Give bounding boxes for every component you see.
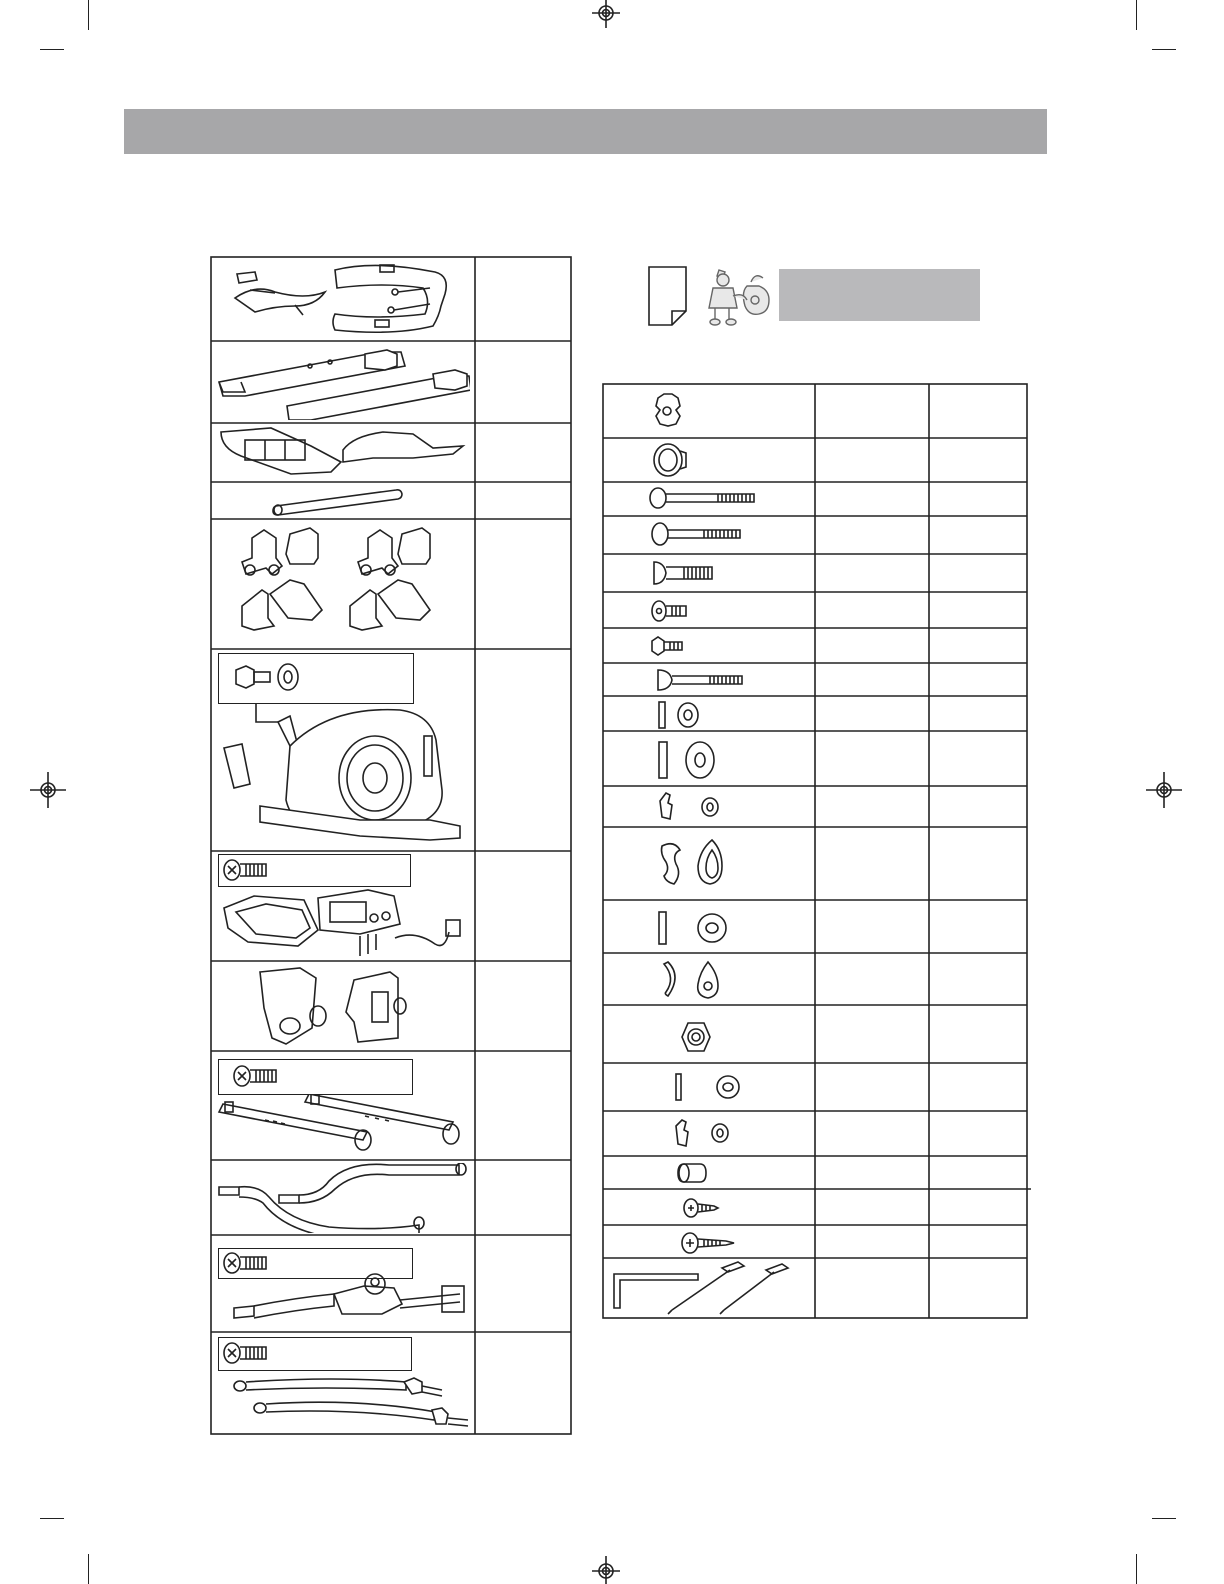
main-frame-flywheel-drawing <box>220 700 470 848</box>
flat-washer-large-icon <box>656 738 726 782</box>
crop-mark <box>88 1554 89 1584</box>
section-header-bar <box>124 109 1047 154</box>
allen-bolt-icon <box>222 858 272 882</box>
pedal-bracket-covers-drawing <box>230 522 450 646</box>
axle-tube-drawing <box>270 486 405 516</box>
allen-bolt-icon <box>222 1341 272 1365</box>
nylon-nut-icon <box>680 1020 712 1054</box>
end-cap-icon <box>650 441 690 479</box>
hardware-bags-mascot-icon <box>705 266 773 326</box>
registration-mark-icon <box>588 1556 624 1584</box>
hex-bolt-icon <box>650 633 686 659</box>
flat-washer-small-icon <box>656 700 702 730</box>
registration-mark-icon <box>1146 772 1182 808</box>
allen-bolt-icon <box>232 1064 282 1088</box>
post-cover-drawing <box>250 964 420 1048</box>
curved-washer-icon <box>652 836 730 890</box>
console-and-adapter-drawing <box>220 888 470 958</box>
crank-arm-assembly-drawing <box>220 1272 470 1330</box>
crop-mark <box>40 49 64 50</box>
crop-mark <box>1152 49 1176 50</box>
stabilizer-bars-drawing <box>215 1094 465 1156</box>
crop-mark <box>88 0 89 30</box>
document-page-icon <box>648 266 688 326</box>
carriage-bolt-icon <box>650 558 716 588</box>
crop-mark <box>1136 1554 1137 1584</box>
short-allen-bolt-icon <box>650 598 690 624</box>
medium-bolt-icon <box>650 521 744 547</box>
hex-bolt-and-washer-icon <box>232 660 312 694</box>
short-screw-icon <box>682 1196 722 1220</box>
flat-washer-thin-icon <box>670 1072 746 1102</box>
spring-washer-icon <box>656 791 726 823</box>
lower-connecting-arms-drawing <box>228 1374 473 1432</box>
handlebar-set-drawing <box>215 260 470 338</box>
long-bolt-icon <box>648 486 758 510</box>
registration-mark-icon <box>30 772 66 808</box>
flat-washer-medium-icon <box>656 908 732 948</box>
knob-icon <box>650 392 684 428</box>
crop-mark <box>40 1518 64 1519</box>
legend-label-box <box>779 269 980 321</box>
crop-mark <box>1152 1518 1176 1519</box>
tools-allen-keys-icon <box>608 1260 810 1316</box>
bushing-icon <box>676 1160 708 1186</box>
stabilizer-feet-drawing <box>215 344 470 420</box>
crop-mark <box>1136 0 1137 30</box>
registration-mark-icon <box>588 0 624 28</box>
long-carriage-bolt-icon <box>654 667 746 693</box>
self-tapping-screw-icon <box>680 1230 736 1256</box>
pedal-pair-drawing <box>215 426 470 480</box>
split-lock-washer-icon <box>672 1118 734 1148</box>
arc-washer-icon <box>660 958 722 1000</box>
upper-handlebar-arms-drawing <box>215 1163 470 1233</box>
